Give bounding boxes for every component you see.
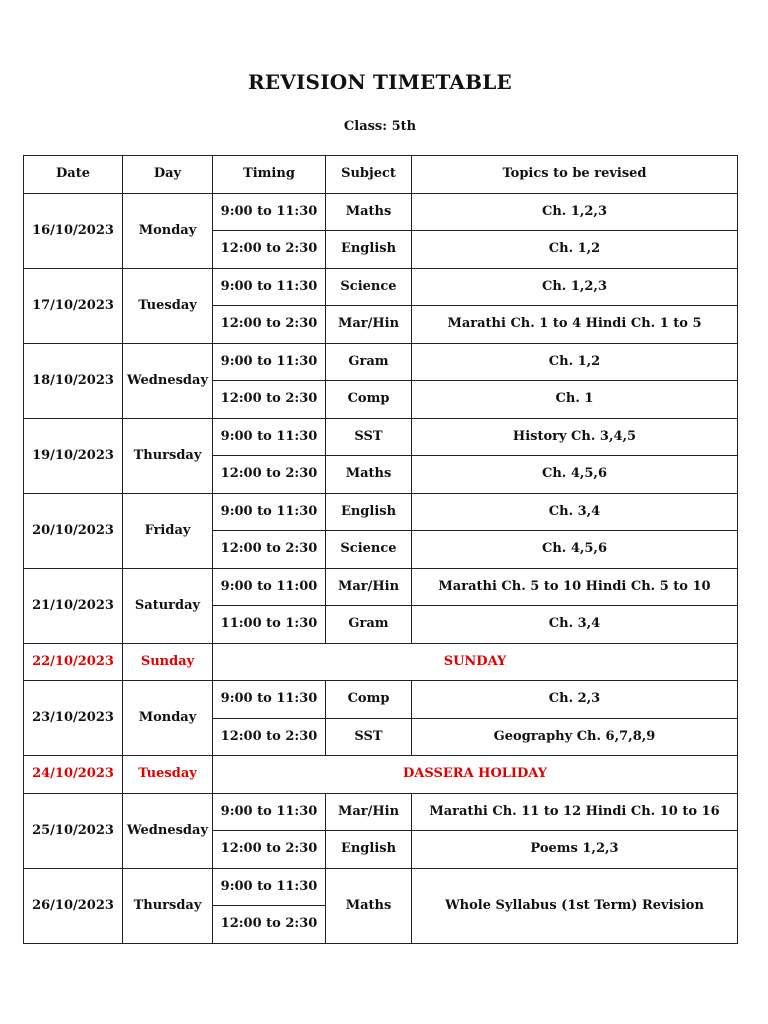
- table-row: [24, 793, 738, 831]
- date-cell: 24/10/2023: [24, 756, 123, 794]
- header-timing: Timing: [213, 156, 326, 194]
- day-cell: Wednesday: [123, 343, 213, 418]
- timing-cell: 9:00 to 11:30: [213, 681, 326, 719]
- topics-cell: Marathi Ch. 11 to 12 Hindi Ch. 10 to 16: [412, 793, 738, 831]
- table-row: [24, 343, 738, 381]
- day-cell: Saturday: [123, 568, 213, 643]
- timing-cell: 9:00 to 11:30: [213, 343, 326, 381]
- topics-cell: Marathi Ch. 5 to 10 Hindi Ch. 5 to 10: [412, 568, 738, 606]
- holiday-row: [24, 643, 738, 681]
- timing-cell: 12:00 to 2:30: [213, 231, 326, 269]
- timing-cell: 9:00 to 11:30: [213, 193, 326, 231]
- table-row: [24, 681, 738, 719]
- table-row: [24, 193, 738, 231]
- timing-cell: 12:00 to 2:30: [213, 306, 326, 344]
- date-cell: 19/10/2023: [24, 418, 123, 493]
- day-cell: Monday: [123, 193, 213, 268]
- timing-cell: 12:00 to 2:30: [213, 381, 326, 419]
- timing-cell: 12:00 to 2:30: [213, 906, 326, 944]
- timing-cell: 12:00 to 2:30: [213, 456, 326, 494]
- subject-cell: English: [326, 493, 412, 531]
- day-cell: Wednesday: [123, 793, 213, 868]
- topics-cell: Ch. 2,3: [412, 681, 738, 719]
- header-topics: Topics to be revised: [412, 156, 738, 194]
- date-cell: 26/10/2023: [24, 868, 123, 943]
- class-label: Class: 5th: [343, 119, 417, 134]
- subject-cell: Gram: [326, 343, 412, 381]
- topics-cell: Ch. 3,4: [412, 493, 738, 531]
- subject-cell: Maths: [326, 868, 412, 943]
- timing-cell: 11:00 to 1:30: [213, 606, 326, 644]
- date-cell: 22/10/2023: [24, 643, 123, 681]
- timing-cell: 9:00 to 11:30: [213, 493, 326, 531]
- table-row: [24, 418, 738, 456]
- topics-cell: Geography Ch. 6,7,8,9: [412, 718, 738, 756]
- revision-timetable: [23, 155, 738, 944]
- subject-cell: Comp: [326, 681, 412, 719]
- table-row: [24, 568, 738, 606]
- date-cell: 16/10/2023: [24, 193, 123, 268]
- day-cell: Sunday: [123, 643, 213, 681]
- timing-cell: 9:00 to 11:30: [213, 868, 326, 906]
- topics-cell: Ch. 3,4: [412, 606, 738, 644]
- holiday-row: [24, 756, 738, 794]
- topics-cell: Ch. 1,2,3: [412, 268, 738, 306]
- table-row: [24, 493, 738, 531]
- header-row: [24, 156, 738, 194]
- holiday-cell: SUNDAY: [213, 643, 738, 681]
- timing-cell: 12:00 to 2:30: [213, 831, 326, 869]
- header-subject: Subject: [326, 156, 412, 194]
- subject-cell: Mar/Hin: [326, 793, 412, 831]
- header-day: Day: [123, 156, 213, 194]
- date-cell: 20/10/2023: [24, 493, 123, 568]
- day-cell: Thursday: [123, 868, 213, 943]
- topics-cell: Ch. 4,5,6: [412, 456, 738, 494]
- subject-cell: Mar/Hin: [326, 568, 412, 606]
- timing-cell: 9:00 to 11:30: [213, 268, 326, 306]
- topics-cell: Ch. 1,2,3: [412, 193, 738, 231]
- holiday-cell: DASSERA HOLIDAY: [213, 756, 738, 794]
- table-row: [24, 268, 738, 306]
- day-cell: Monday: [123, 681, 213, 756]
- header-date: Date: [24, 156, 123, 194]
- timing-cell: 9:00 to 11:30: [213, 793, 326, 831]
- subject-cell: Mar/Hin: [326, 306, 412, 344]
- subject-cell: Gram: [326, 606, 412, 644]
- day-cell: Tuesday: [123, 268, 213, 343]
- topics-cell: History Ch. 3,4,5: [412, 418, 738, 456]
- date-cell: 17/10/2023: [24, 268, 123, 343]
- subject-cell: Science: [326, 268, 412, 306]
- topics-cell: Ch. 1,2: [412, 343, 738, 381]
- topics-cell: Whole Syllabus (1st Term) Revision: [412, 868, 738, 943]
- date-cell: 23/10/2023: [24, 681, 123, 756]
- date-cell: 18/10/2023: [24, 343, 123, 418]
- day-cell: Thursday: [123, 418, 213, 493]
- subject-cell: English: [326, 831, 412, 869]
- subject-cell: Science: [326, 531, 412, 569]
- subject-cell: Comp: [326, 381, 412, 419]
- day-cell: Friday: [123, 493, 213, 568]
- subject-cell: SST: [326, 718, 412, 756]
- timing-cell: 9:00 to 11:30: [213, 418, 326, 456]
- topics-cell: Poems 1,2,3: [412, 831, 738, 869]
- topics-cell: Ch. 1: [412, 381, 738, 419]
- topics-cell: Ch. 4,5,6: [412, 531, 738, 569]
- topics-cell: Ch. 1,2: [412, 231, 738, 269]
- subject-cell: English: [326, 231, 412, 269]
- day-cell: Tuesday: [123, 756, 213, 794]
- page-title: REVISION TIMETABLE: [248, 70, 512, 94]
- date-cell: 21/10/2023: [24, 568, 123, 643]
- table-row: [24, 868, 738, 906]
- timing-cell: 12:00 to 2:30: [213, 718, 326, 756]
- timing-cell: 12:00 to 2:30: [213, 531, 326, 569]
- topics-cell: Marathi Ch. 1 to 4 Hindi Ch. 1 to 5: [412, 306, 738, 344]
- subject-cell: SST: [326, 418, 412, 456]
- subject-cell: Maths: [326, 193, 412, 231]
- timing-cell: 9:00 to 11:00: [213, 568, 326, 606]
- subject-cell: Maths: [326, 456, 412, 494]
- date-cell: 25/10/2023: [24, 793, 123, 868]
